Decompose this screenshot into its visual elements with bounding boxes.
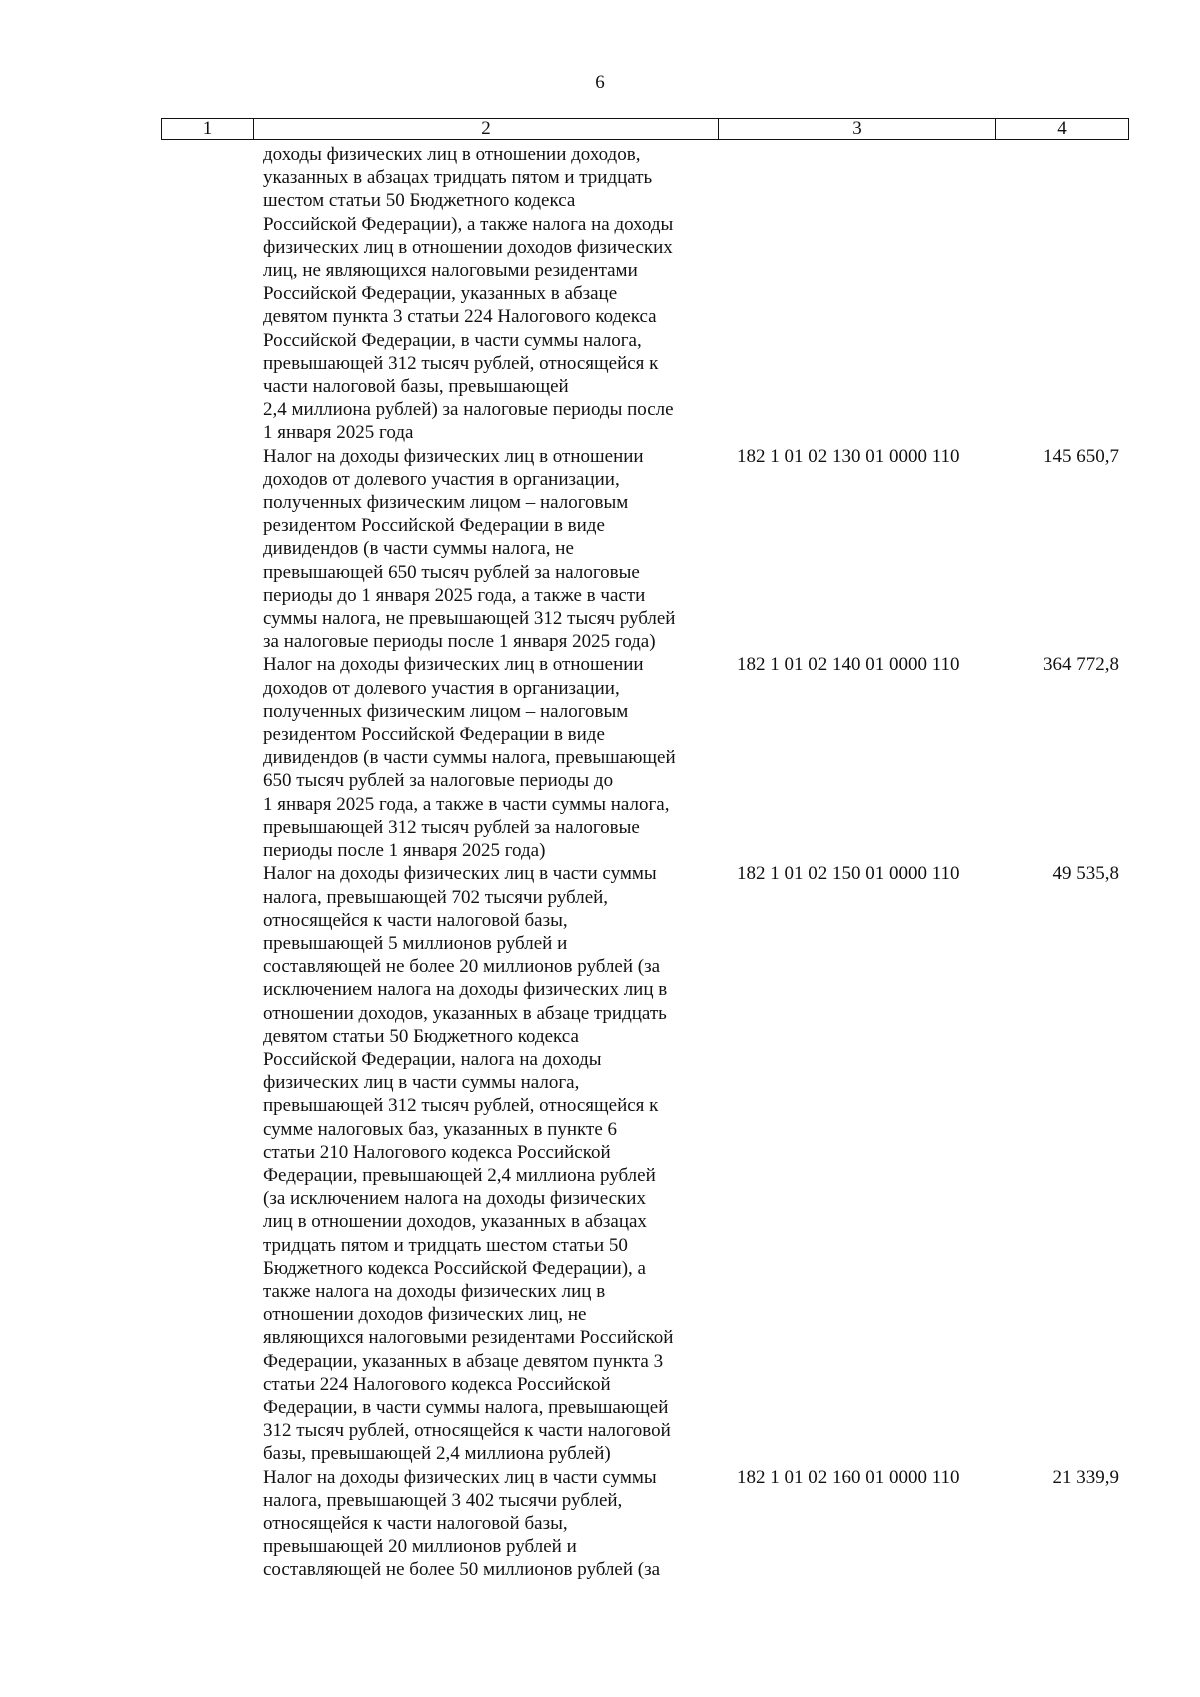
description-line: дивидендов (в части суммы налога, не (263, 538, 574, 560)
description-line: доходов от долевого участия в организации, (263, 468, 620, 490)
amount-cell: 364 772,8 (1043, 654, 1119, 676)
description-line: составляющей не более 50 миллионов рублей (за (263, 1559, 661, 1581)
description-line: превышающей 312 тысяч рублей, относящейся к (263, 1095, 659, 1117)
description-line: также налога на доходы физических лиц в (263, 1280, 606, 1302)
description-line: Российской Федерации, в части суммы налога, (263, 329, 642, 351)
description-line: полученных физическим лицом – налоговым (263, 700, 629, 722)
description-line: шестом статьи 50 Бюджетного кодекса (263, 190, 576, 212)
table-row (161, 1466, 1129, 1582)
description-line: Федерации, превышающей 2,4 миллиона рублей (263, 1164, 656, 1186)
amount-cell: 49 535,8 (1052, 863, 1119, 885)
description-line: 2,4 миллиона рублей) за налоговые периоды после (263, 399, 674, 421)
table-row (161, 653, 1129, 862)
description-line: Налог на доходы физических лиц в части суммы (263, 863, 657, 885)
description-line: доходы физических лиц в отношении доходов, (263, 144, 641, 165)
description-line: отношении доходов, указанных в абзаце тридцать (263, 1002, 667, 1024)
description-line: превышающей 312 тысяч рублей, относящейся к (263, 352, 659, 374)
table-row (161, 445, 1129, 654)
page-number: 6 (595, 72, 605, 93)
column-header-4: 4 (995, 119, 1128, 139)
description-line: Российской Федерации, налога на доходы (263, 1048, 602, 1070)
description-line: указанных в абзацах тридцать пятом и тридцать (263, 167, 653, 189)
description-line: части налоговой базы, превышающей (263, 376, 569, 398)
description-line: налога, превышающей 3 402 тысячи рублей, (263, 1489, 623, 1511)
description-line: исключением налога на доходы физических лиц в (263, 979, 668, 1001)
description-line: являющихся налоговыми резидентами Российской (263, 1327, 674, 1349)
budget-code-cell: 182 1 01 02 130 01 0000 110 (737, 445, 960, 467)
description-line: 1 января 2025 года (263, 422, 414, 444)
column-header-1: 1 (202, 118, 213, 139)
budget-code-cell: 182 1 01 02 140 01 0000 110 (737, 654, 960, 676)
description-line: резидентом Российской Федерации в виде (263, 724, 605, 746)
description-line: суммы налога, не превышающей 312 тысяч рублей (263, 608, 676, 630)
description-line: относящейся к части налоговой базы, (263, 909, 568, 931)
amount-cell: 145 650,7 (1043, 445, 1119, 467)
description-line: Бюджетного кодекса Российской Федерации), а (263, 1257, 646, 1279)
description-line: физических лиц в отношении доходов физических (263, 236, 673, 258)
description-line: статьи 210 Налогового кодекса Российской (263, 1141, 611, 1163)
description-line: Федерации, указанных в абзаце девятом пункта 3 (263, 1350, 664, 1372)
description-line: лиц, не являющихся налоговыми резидентами (263, 260, 638, 282)
amount-cell: 21 339,9 (1052, 1466, 1119, 1488)
description-line: 312 тысяч рублей, относящейся к части налоговой (263, 1420, 671, 1442)
description-line: 650 тысяч рублей за налоговые периоды до (263, 770, 614, 792)
description-line: тридцать пятом и тридцать шестом статьи 50 (263, 1234, 628, 1256)
description-line: статьи 224 Налогового кодекса Российской (263, 1373, 611, 1395)
description-line: доходов от долевого участия в организации, (263, 677, 620, 699)
description-cell (252, 143, 717, 445)
description-line: Налог на доходы физических лиц в отношении (263, 654, 644, 676)
description-line: (за исключением налога на доходы физических (263, 1188, 646, 1210)
description-line: дивидендов (в части суммы налога, превышающей (263, 747, 676, 769)
description-line: периоды после 1 января 2025 года) (263, 840, 546, 862)
description-line: налога, превышающей 702 тысячи рублей, (263, 886, 609, 908)
description-cell (252, 653, 717, 862)
description-line: Федерации, в части суммы налога, превышающей (263, 1396, 669, 1418)
description-line: девятом статьи 50 Бюджетного кодекса (263, 1025, 579, 1047)
description-cell (252, 445, 717, 654)
description-line: девятом пункта 3 статьи 224 Налогового кодекса (263, 306, 657, 328)
table-row (161, 143, 1129, 445)
description-line: физических лиц в части суммы налога, (263, 1072, 580, 1094)
description-line: превышающей 20 миллионов рублей и (263, 1536, 577, 1558)
table-header (161, 118, 1129, 140)
column-header-3: 3 (718, 119, 995, 139)
description-line: отношении доходов физических лиц, не (263, 1304, 587, 1326)
description-line: превышающей 312 тысяч рублей за налоговые (263, 816, 640, 838)
description-line: Российской Федерации, указанных в абзаце (263, 283, 618, 305)
column-header-2: 2 (253, 119, 718, 139)
description-line: базы, превышающей 2,4 миллиона рублей) (263, 1443, 611, 1465)
description-line: Налог на доходы физических лиц в отношении (263, 445, 644, 467)
description-line: 1 января 2025 года, а также в части суммы налога, (263, 793, 670, 815)
description-line: составляющей не более 20 миллионов рублей (за (263, 956, 661, 978)
description-line: периоды до 1 января 2025 года, а также в части (263, 584, 646, 606)
description-line: полученных физическим лицом – налоговым (263, 492, 629, 514)
budget-code-cell: 182 1 01 02 150 01 0000 110 (737, 863, 960, 885)
description-cell (252, 1466, 717, 1582)
description-line: сумме налоговых баз, указанных в пункте 6 (263, 1118, 618, 1140)
budget-code-cell: 182 1 01 02 160 01 0000 110 (737, 1466, 960, 1488)
description-line: лиц в отношении доходов, указанных в абзацах (263, 1211, 647, 1233)
description-line: за налоговые периоды после 1 января 2025 года) (263, 631, 656, 653)
description-line: Налог на доходы физических лиц в части суммы (263, 1466, 657, 1488)
description-line: превышающей 5 миллионов рублей и (263, 932, 568, 954)
description-line: превышающей 650 тысяч рублей за налоговые (263, 561, 640, 583)
description-cell (252, 862, 717, 1465)
table-row (161, 862, 1129, 1465)
description-line: резидентом Российской Федерации в виде (263, 515, 605, 537)
description-line: относящейся к части налоговой базы, (263, 1512, 568, 1534)
description-line: Российской Федерации), а также налога на доходы (263, 213, 674, 235)
table-body (161, 143, 1129, 1582)
